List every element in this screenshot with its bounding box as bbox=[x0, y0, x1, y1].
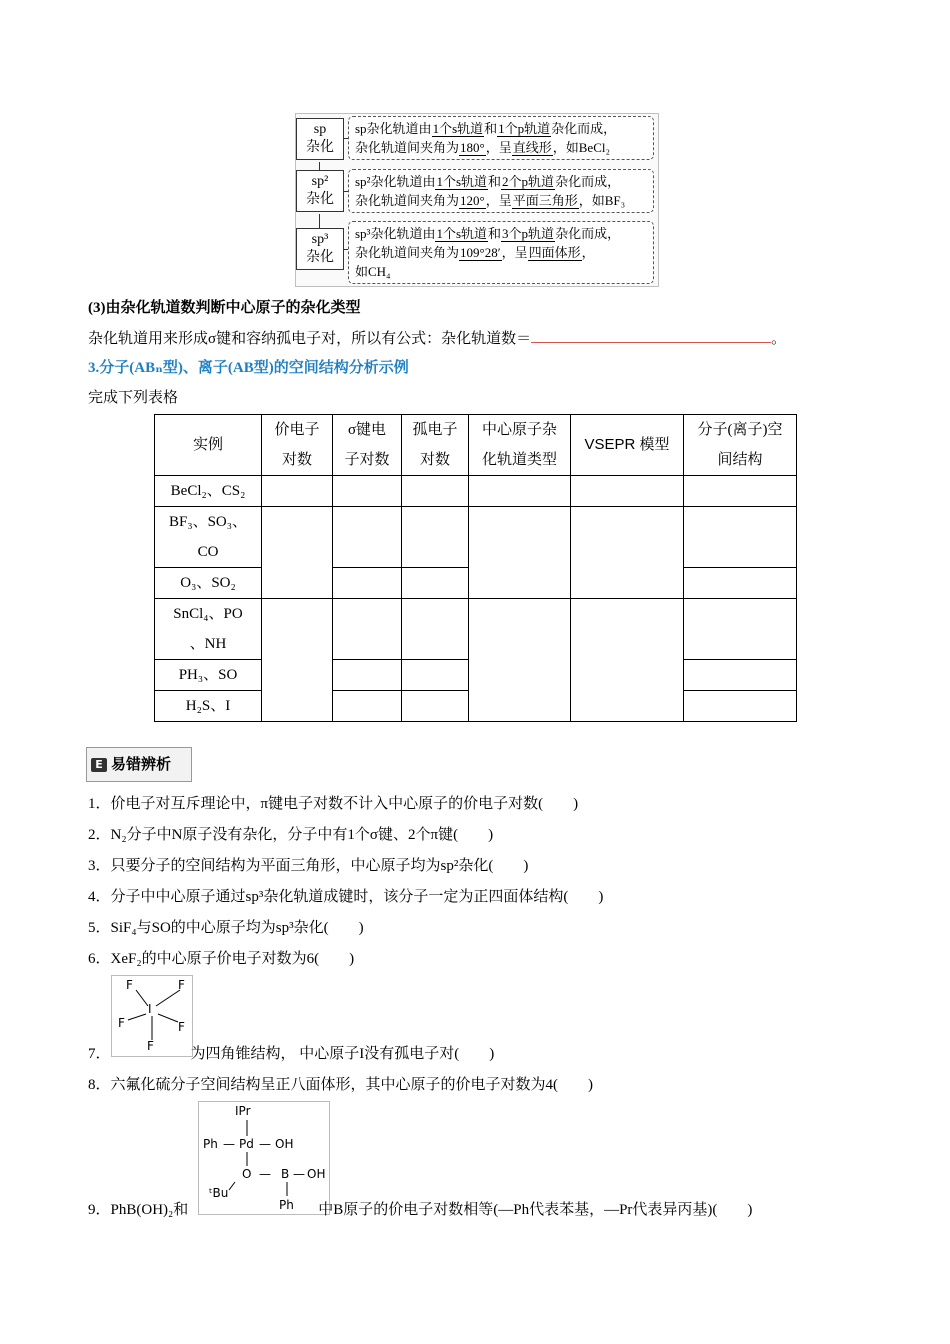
row-example: SnCl₄、PO 、NH bbox=[155, 599, 262, 660]
error-analysis-title: 易错辨析 bbox=[111, 755, 172, 773]
sp2-fill: 1个s轨道 bbox=[436, 174, 488, 189]
answer-cell[interactable] bbox=[684, 507, 797, 568]
sp3-description bbox=[348, 221, 654, 284]
hydroxyl-group: OH bbox=[307, 1167, 326, 1181]
sp2-fill: 2个p轨道 bbox=[502, 174, 555, 189]
sp3-label-top: sp³ bbox=[311, 232, 329, 247]
answer-cell[interactable] bbox=[469, 476, 571, 507]
sp2-fill: 平面三角形 bbox=[512, 193, 578, 208]
header-hybrid-type: 中心原子杂 化轨道类型 bbox=[469, 415, 571, 476]
instruction-text: 完成下列表格 bbox=[88, 390, 179, 406]
fluorine-atom: F bbox=[178, 1020, 185, 1034]
bond: — bbox=[259, 1137, 271, 1151]
ipr-group: IPr bbox=[235, 1104, 251, 1118]
list-item: 6．XeF₂的中心原子价电子对数为6( ) bbox=[88, 951, 355, 967]
fluorine-atom: F bbox=[147, 1039, 154, 1053]
sp-label bbox=[296, 118, 344, 160]
part-3-heading: 3.分子(ABₙ型)、离子(AB型)的空间结构分析示例 bbox=[88, 360, 409, 376]
period: 。 bbox=[771, 331, 787, 347]
sp2-fill: 120° bbox=[460, 193, 485, 208]
hybridization-figure bbox=[295, 113, 659, 287]
answer-cell[interactable] bbox=[333, 599, 402, 660]
header-spatial-structure: 分子(离子)空 间结构 bbox=[684, 415, 797, 476]
answer-cell[interactable] bbox=[402, 568, 469, 599]
oxygen-atom: O bbox=[242, 1167, 252, 1181]
fluorine-atom: F bbox=[126, 978, 133, 992]
error-analysis-badge bbox=[86, 747, 192, 782]
answer-cell[interactable] bbox=[262, 507, 333, 599]
answer-blank[interactable] bbox=[531, 330, 771, 343]
answer-cell[interactable] bbox=[402, 691, 469, 722]
bond: — bbox=[223, 1137, 235, 1151]
list-item: 5．SiF₄与SO的中心原子均为sp³杂化( ) bbox=[88, 920, 364, 936]
sp-label-bottom: 杂化 bbox=[306, 140, 334, 155]
header-example: 实例 bbox=[155, 415, 262, 476]
answer-cell[interactable] bbox=[684, 476, 797, 507]
sp-text: ，如BeCl₂ bbox=[552, 140, 611, 155]
answer-cell[interactable] bbox=[402, 599, 469, 660]
answer-cell[interactable] bbox=[262, 476, 333, 507]
list-item: 9．PhB(OH)₂和 中B原子的价电子对数相等(—Ph代表苯基，—Pr代表异丙基)( ) bbox=[88, 1202, 753, 1218]
answer-cell[interactable] bbox=[402, 507, 469, 568]
sp-fill: 180° bbox=[460, 140, 485, 155]
sp2-text: 和 bbox=[488, 174, 502, 189]
answer-cell[interactable] bbox=[333, 476, 402, 507]
connector-line bbox=[319, 162, 320, 170]
connector-line bbox=[319, 214, 320, 228]
table-row bbox=[155, 599, 797, 660]
answer-cell[interactable] bbox=[333, 507, 402, 568]
sp2-text: 杂化而成， bbox=[555, 174, 621, 189]
row-example: BeCl₂、CS₂ bbox=[155, 476, 262, 507]
analysis-table bbox=[154, 414, 797, 722]
list-item: 4．分子中中心原子通过sp³杂化轨道成键时，该分子一定为正四面体结构( ) bbox=[88, 889, 604, 905]
answer-cell[interactable] bbox=[571, 599, 684, 722]
list-item: 8．六氟化硫分子空间结构呈正八面体形，其中心原子的价电子对数为4( ) bbox=[88, 1077, 594, 1093]
sp3-text: 杂化轨道间夹角为 bbox=[355, 245, 460, 260]
table-row bbox=[155, 476, 797, 507]
answer-cell[interactable] bbox=[333, 660, 402, 691]
sp2-text: ，如BF₃ bbox=[578, 193, 626, 208]
table-header-row bbox=[155, 415, 797, 476]
answer-cell[interactable] bbox=[684, 599, 797, 660]
list-item: 3．只要分子的空间结构为平面三角形，中心原子均为sp²杂化( ) bbox=[88, 858, 529, 874]
answer-cell[interactable] bbox=[262, 599, 333, 722]
sp2-text: 杂化轨道间夹角为 bbox=[355, 193, 460, 208]
tbu-group: ᵗBu bbox=[209, 1186, 229, 1200]
fluorine-atom: F bbox=[118, 1016, 125, 1030]
section-3-text bbox=[88, 327, 786, 348]
section-3-heading: (3)由杂化轨道数判断中心原子的杂化类型 bbox=[88, 300, 361, 316]
answer-cell[interactable] bbox=[402, 476, 469, 507]
iodine-atom: I bbox=[148, 1002, 152, 1016]
answer-cell[interactable] bbox=[469, 599, 571, 722]
sp-label-top: sp bbox=[313, 122, 327, 137]
bond: — bbox=[293, 1167, 305, 1181]
sp3-text: ， bbox=[581, 245, 595, 260]
sp-description bbox=[348, 116, 654, 160]
sp-text: 杂化而成， bbox=[551, 121, 617, 136]
answer-cell[interactable] bbox=[684, 691, 797, 722]
header-valence-pairs: 价电子 对数 bbox=[262, 415, 333, 476]
sp3-label bbox=[296, 228, 344, 270]
sp2-label-bottom: 杂化 bbox=[306, 192, 334, 207]
sp3-fill: 109°28′ bbox=[460, 245, 501, 260]
row-example: O₃、SO₂ bbox=[155, 568, 262, 599]
sp-text: ，呈 bbox=[485, 140, 512, 155]
phenyl-group: Ph bbox=[203, 1137, 218, 1151]
sp-text: sp杂化轨道由 bbox=[355, 121, 432, 136]
answer-cell[interactable] bbox=[684, 568, 797, 599]
list-item: 7． 为四角锥结构， 中心原子I没有孤电子对( ) bbox=[88, 1046, 495, 1062]
answer-cell[interactable] bbox=[571, 507, 684, 599]
sp3-fill: 3个p轨道 bbox=[502, 226, 555, 241]
answer-cell[interactable] bbox=[333, 691, 402, 722]
sp3-text: 杂化而成， bbox=[555, 226, 621, 241]
list-item: 2．N₂分子中N原子没有杂化，分子中有1个σ键、2个π键( ) bbox=[88, 827, 494, 843]
sp2-description bbox=[348, 169, 654, 213]
sp2-text: ，呈 bbox=[485, 193, 512, 208]
bond: — bbox=[259, 1167, 271, 1181]
sp3-text: ，呈 bbox=[501, 245, 528, 260]
answer-cell[interactable] bbox=[684, 660, 797, 691]
answer-cell[interactable] bbox=[571, 476, 684, 507]
phenyl-group: Ph bbox=[279, 1198, 294, 1212]
row-example: PH₃、SO bbox=[155, 660, 262, 691]
sp-text: 和 bbox=[484, 121, 498, 136]
sp3-text: 如CH₄ bbox=[355, 264, 391, 279]
answer-cell[interactable] bbox=[469, 507, 571, 599]
boron-atom: B bbox=[281, 1167, 290, 1181]
sp-text: 杂化轨道间夹角为 bbox=[355, 140, 460, 155]
list-item: 1．价电子对互斥理论中，π键电子对数不计入中心原子的价电子对数( ) bbox=[88, 796, 579, 812]
answer-cell[interactable] bbox=[333, 568, 402, 599]
palladium-atom: Pd bbox=[239, 1137, 254, 1151]
sp2-label bbox=[296, 170, 344, 212]
header-sigma-pairs: σ键电 子对数 bbox=[333, 415, 402, 476]
header-lone-pairs: 孤电子 对数 bbox=[402, 415, 469, 476]
sp3-text: sp³杂化轨道由 bbox=[355, 226, 436, 241]
row-example: BF₃、SO₃、 CO bbox=[155, 507, 262, 568]
sp3-fill: 1个s轨道 bbox=[436, 226, 488, 241]
table-row bbox=[155, 507, 797, 568]
header-vsepr-model: VSEPR 模型 bbox=[571, 415, 684, 476]
sp3-text: 和 bbox=[488, 226, 502, 241]
row-example: H₂S、I bbox=[155, 691, 262, 722]
sp2-text: sp²杂化轨道由 bbox=[355, 174, 436, 189]
sp3-fill: 四面体形 bbox=[528, 245, 581, 260]
sp-fill: 1个s轨道 bbox=[432, 121, 484, 136]
sp3-label-bottom: 杂化 bbox=[306, 250, 334, 265]
formula-text: 杂化轨道用来形成σ键和容纳孤电子对，所以有公式：杂化轨道数＝ bbox=[88, 331, 532, 347]
hydroxyl-group: OH bbox=[275, 1137, 294, 1151]
fluorine-atom: F bbox=[178, 978, 185, 992]
e-icon: E bbox=[91, 758, 107, 772]
sp2-label-top: sp² bbox=[311, 174, 329, 189]
sp-fill: 直线形 bbox=[512, 140, 552, 155]
answer-cell[interactable] bbox=[402, 660, 469, 691]
sp-fill: 1个p轨道 bbox=[498, 121, 551, 136]
